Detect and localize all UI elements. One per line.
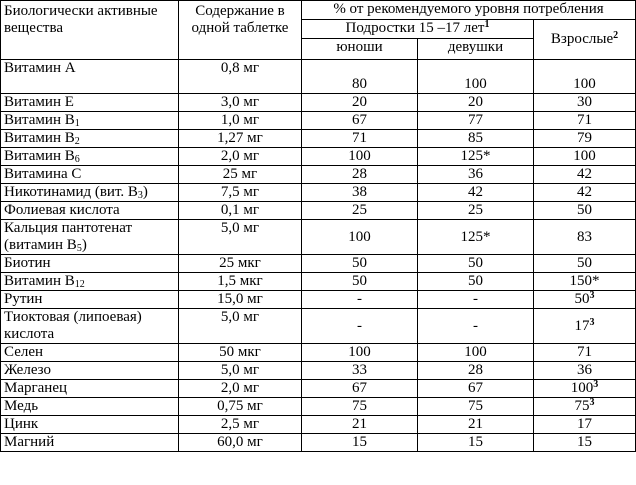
substance-name (1, 434, 179, 452)
substance-name-text: Витамин В (4, 273, 75, 289)
percent-girls: 21 (418, 416, 534, 434)
percent-girls: - (418, 309, 534, 344)
percent-adults-value: 50 (577, 202, 593, 218)
percent-adults-value: 15 (577, 434, 593, 450)
substance-name-text: Витамин В (4, 112, 75, 128)
table-row (1, 202, 636, 220)
header-boys: юноши (302, 39, 418, 60)
percent-boys: - (302, 291, 418, 309)
table-row (1, 60, 636, 94)
substance-name-text: Витамин Е (4, 94, 74, 110)
substance-name-text: Витамин В (4, 130, 75, 146)
percent-boys: - (302, 309, 418, 344)
header-adults (534, 20, 636, 60)
percent-girls: 15 (418, 434, 534, 452)
substance-name (1, 202, 179, 220)
percent-girls: 36 (418, 166, 534, 184)
percent-adults-footnote: 3 (589, 397, 595, 408)
percent-boys: 21 (302, 416, 418, 434)
percent-adults-value: 83 (577, 228, 593, 245)
table-row (1, 255, 636, 273)
header-percent: % от рекомендуемого уровня потребления (302, 1, 636, 20)
substance-name-text: Биотин (4, 255, 51, 271)
percent-boys: 100 (302, 148, 418, 166)
substance-name-text: Марганец (4, 380, 68, 396)
percent-girls: 50 (418, 273, 534, 291)
percent-boys: 38 (302, 184, 418, 202)
amount-per-tablet: 1,5 мкг (179, 273, 302, 291)
percent-adults-value: 100 (570, 380, 594, 396)
percent-adults (534, 380, 636, 398)
percent-girls: 125* (418, 148, 534, 166)
header-teens-footnote: 1 (484, 19, 490, 30)
header-content: Содержание в одной таблетке (179, 1, 302, 60)
percent-boys: 33 (302, 362, 418, 380)
substance-name-text: Магний (4, 434, 55, 450)
substance-name (1, 184, 179, 202)
table-row (1, 416, 636, 434)
substance-name (1, 148, 179, 166)
header-teens (302, 20, 534, 39)
percent-boys: 67 (302, 380, 418, 398)
percent-adults (534, 202, 636, 220)
substance-name (1, 166, 179, 184)
percent-adults-value: 17 (577, 416, 593, 432)
percent-girls: 75 (418, 398, 534, 416)
percent-adults-value: 100 (573, 148, 596, 164)
percent-adults (534, 94, 636, 112)
substance-name-text: Витамин В (4, 148, 75, 164)
amount-per-tablet: 0,8 мг (179, 60, 302, 94)
percent-adults (534, 362, 636, 380)
substance-name (1, 130, 179, 148)
percent-adults-value: 36 (577, 362, 593, 378)
percent-adults (534, 60, 636, 94)
percent-adults-value: 50 (574, 291, 590, 307)
amount-per-tablet: 0,75 мг (179, 398, 302, 416)
table-row (1, 273, 636, 291)
amount-per-tablet: 1,0 мг (179, 112, 302, 130)
substance-name-suffix: ) (142, 184, 148, 200)
percent-adults-value: 30 (577, 94, 593, 110)
substance-subscript: 3 (137, 190, 143, 201)
percent-boys: 100 (302, 344, 418, 362)
table-row (1, 130, 636, 148)
table-row (1, 309, 636, 344)
amount-per-tablet: 5,0 мг (179, 362, 302, 380)
percent-adults (534, 434, 636, 452)
percent-girls: 100 (418, 344, 534, 362)
percent-adults (534, 166, 636, 184)
percent-boys: 20 (302, 94, 418, 112)
substance-name-text: Фолиевая кислота (4, 202, 120, 218)
amount-per-tablet: 15,0 мг (179, 291, 302, 309)
substance-name-text: Железо (4, 362, 51, 378)
amount-per-tablet: 2,0 мг (179, 380, 302, 398)
percent-adults-value: 50 (577, 255, 593, 271)
substance-name-text: Кальция пантотенат (витамин В (4, 220, 133, 253)
substance-name (1, 60, 179, 94)
table-row (1, 362, 636, 380)
amount-per-tablet: 7,5 мг (179, 184, 302, 202)
percent-girls: 85 (418, 130, 534, 148)
amount-per-tablet: 1,27 мг (179, 130, 302, 148)
substance-name-text: Селен (4, 344, 44, 360)
substance-name-text: Рутин (4, 291, 43, 307)
percent-girls: 67 (418, 380, 534, 398)
substance-name (1, 273, 179, 291)
percent-adults (534, 220, 636, 255)
amount-per-tablet: 5,0 мг (179, 220, 302, 255)
table-row (1, 94, 636, 112)
percent-adults (534, 148, 636, 166)
percent-boys: 80 (302, 60, 418, 94)
amount-per-tablet: 5,0 мг (179, 309, 302, 344)
percent-adults-value: 71 (577, 344, 593, 360)
table-row (1, 434, 636, 452)
amount-per-tablet: 0,1 мг (179, 202, 302, 220)
substance-name (1, 362, 179, 380)
substance-subscript: 6 (74, 154, 80, 165)
table-row (1, 184, 636, 202)
table-body (1, 60, 636, 452)
substance-subscript: 1 (74, 118, 80, 129)
amount-per-tablet: 2,5 мг (179, 416, 302, 434)
substance-name (1, 112, 179, 130)
percent-adults (534, 291, 636, 309)
percent-girls: 42 (418, 184, 534, 202)
substance-name-text: Цинк (4, 416, 39, 432)
percent-adults-footnote: 3 (589, 290, 595, 301)
percent-adults-value: 79 (577, 130, 593, 146)
percent-adults-value: 17 (574, 317, 590, 334)
percent-adults (534, 184, 636, 202)
table-row (1, 148, 636, 166)
substance-name (1, 255, 179, 273)
table-row (1, 166, 636, 184)
percent-boys: 50 (302, 273, 418, 291)
percent-boys: 71 (302, 130, 418, 148)
header-adults-footnote: 2 (613, 30, 619, 41)
amount-per-tablet: 60,0 мг (179, 434, 302, 452)
percent-girls: 50 (418, 255, 534, 273)
substance-name-text: Витамин А (4, 60, 76, 76)
percent-adults-value: 150* (569, 273, 600, 289)
substance-name-text: Никотинамид (вит. В (4, 184, 138, 200)
percent-boys: 15 (302, 434, 418, 452)
percent-boys: 75 (302, 398, 418, 416)
substance-name (1, 94, 179, 112)
percent-girls: 25 (418, 202, 534, 220)
table-row (1, 380, 636, 398)
table-row (1, 398, 636, 416)
substance-name (1, 398, 179, 416)
percent-adults-footnote: 3 (593, 379, 599, 390)
percent-boys: 28 (302, 166, 418, 184)
substance-name (1, 344, 179, 362)
percent-girls: 20 (418, 94, 534, 112)
table-row (1, 220, 636, 255)
percent-girls: 28 (418, 362, 534, 380)
amount-per-tablet: 25 мг (179, 166, 302, 184)
header-teens-label: Подростки 15 –17 лет (345, 20, 485, 36)
substance-name (1, 309, 179, 344)
substance-name (1, 291, 179, 309)
percent-boys: 50 (302, 255, 418, 273)
amount-per-tablet: 25 мкг (179, 255, 302, 273)
percent-adults (534, 309, 636, 344)
substance-subscript: 2 (74, 136, 80, 147)
percent-adults-value: 100 (573, 76, 596, 92)
table-row (1, 291, 636, 309)
percent-boys: 67 (302, 112, 418, 130)
substance-name (1, 416, 179, 434)
amount-per-tablet: 3,0 мг (179, 94, 302, 112)
percent-adults (534, 273, 636, 291)
substance-name-text: Витамина С (4, 166, 82, 182)
table-row (1, 112, 636, 130)
substance-name-suffix: ) (81, 237, 87, 253)
table-row (1, 344, 636, 362)
percent-adults (534, 255, 636, 273)
percent-boys: 100 (302, 220, 418, 255)
percent-adults-value: 42 (577, 184, 593, 200)
percent-adults-value: 42 (577, 166, 593, 182)
percent-girls: - (418, 291, 534, 309)
percent-adults-value: 71 (577, 112, 593, 128)
percent-adults (534, 398, 636, 416)
substance-name (1, 380, 179, 398)
percent-girls: 77 (418, 112, 534, 130)
substance-name-text: Тиоктовая (липоевая) кислота (4, 309, 142, 342)
percent-girls: 125* (418, 220, 534, 255)
percent-girls: 100 (418, 60, 534, 94)
percent-adults (534, 416, 636, 434)
percent-adults-footnote: 3 (589, 316, 595, 328)
percent-adults (534, 130, 636, 148)
header-substances: Биологически активные вещества (1, 1, 179, 60)
header-adults-label: Взрослые (550, 31, 614, 47)
header-girls: девушки (418, 39, 534, 60)
percent-boys: 25 (302, 202, 418, 220)
percent-adults (534, 112, 636, 130)
amount-per-tablet: 2,0 мг (179, 148, 302, 166)
substance-subscript: 12 (74, 279, 85, 290)
substance-name (1, 220, 179, 255)
substance-name-text: Медь (4, 398, 39, 414)
amount-per-tablet: 50 мкг (179, 344, 302, 362)
percent-adults (534, 344, 636, 362)
substance-subscript: 5 (76, 243, 82, 254)
percent-adults-value: 75 (574, 398, 590, 414)
